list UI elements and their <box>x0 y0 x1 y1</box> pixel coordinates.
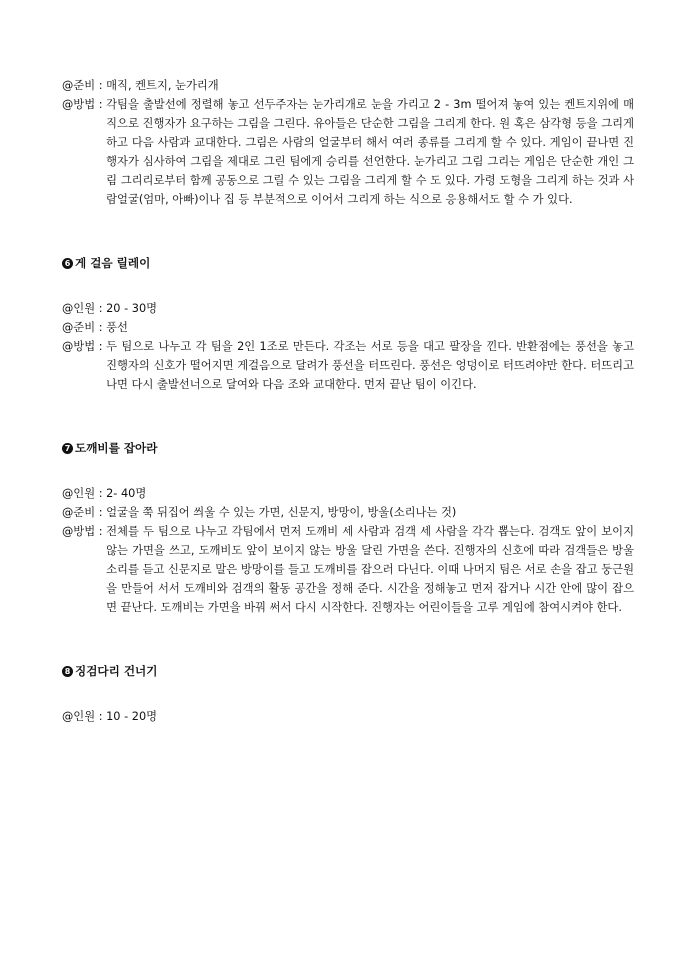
people-text: 20 - 30명 <box>106 302 158 315</box>
section-heading-catch-goblin <box>62 439 634 458</box>
stones-people-row <box>62 707 634 726</box>
method-text: 두 팀으로 나누고 각 팀을 2인 1조로 만든다. 각조는 서로 등을 대고 팔장을 낀다. 반환점에는 풍선을 놓고 진행자의 신호가 떨어지면 게걸음으로 달려가 풍선을 터뜨린다. 풍선은 엉덩이로 터뜨려야만 한다. 터뜨리고 나면 다시 출발선너으로 달여와 다음 조와 교대한다. 먼저 끝난 팀이 이긴다. <box>106 340 634 391</box>
people-label: @인원 : <box>62 710 107 723</box>
prep-text: 얼굴을 쭉 뒤집어 씌울 수 있는 가면, 신문지, 방망이, 방울(소리나는 것) <box>106 506 457 519</box>
section-number-badge: 8 <box>62 666 73 677</box>
method-text: 각팀을 출발선에 정렬해 놓고 선두주자는 눈가리개로 눈을 가리고 2 - 3m 떨어져 놓여 있는 켄트지위에 매직으로 진행자가 요구하는 그림을 그린다. 유아들은 단순한 그림을 그리게 한다. 원 혹은 삼각형 등을 그리게 하고 다음 사람과 교대한다. 그림은 사람의 얼굴부터 해서 여러 종류를 그리게 할 수 있다. 게임이 끝나면 진행자가 심사하여 그림을 제대로 그린 팀에게 승리를 선언한다. 눈가리고 그림 그리는 게임은 단순한 개인 그림 그리리로부터 함께 공동으로 그릴 수 있는 그림을 그리게 할 수 도 있다. 가령 도형을 그리게 하는 것과 사람얼굴(엄마, 아빠)이나 집 등 부분적으로 이어서 그리게 하는 식으로 응용해서도 할 수 가 있다. <box>106 98 634 206</box>
section-number-badge: 7 <box>62 443 73 454</box>
method-label: @방법 : <box>62 525 107 538</box>
crab-method-row <box>62 337 634 394</box>
prep-text: 풍선 <box>106 321 128 334</box>
goblin-prep-row <box>62 503 634 522</box>
section-title: 게 걸음 릴레이 <box>75 256 151 270</box>
people-label: @인원 : <box>62 487 107 500</box>
prep-text: 매직, 켄트지, 눈가리개 <box>106 79 219 92</box>
method-label: @방법 : <box>62 340 107 353</box>
section-title: 징검다리 건너기 <box>75 664 158 678</box>
people-text: 10 - 20명 <box>106 710 158 723</box>
goblin-method-row <box>62 522 634 617</box>
intro-method-row <box>62 95 634 209</box>
goblin-people-row <box>62 484 634 503</box>
method-label: @방법 : <box>62 98 107 111</box>
section-title: 도깨비를 잡아라 <box>75 441 158 455</box>
people-text: 2- 40명 <box>106 487 147 500</box>
prep-label: @준비 : <box>62 321 107 334</box>
crab-people-row <box>62 299 634 318</box>
section-number-badge: 6 <box>62 258 73 269</box>
prep-label: @준비 : <box>62 506 107 519</box>
prep-label: @준비 : <box>62 79 107 92</box>
method-text: 전체를 두 팀으로 나누고 각팀에서 먼저 도깨비 세 사람과 검객 세 사람을 각각 뽑는다. 검객도 앞이 보이지 않는 가면을 쓰고, 도깨비도 앞이 보이지 않는 방울 달린 가면을 쓴다. 진행자의 신호에 따라 검객들은 방울소리를 듣고 신문지로 말은 방망이를 들고 도깨비를 잡으러 다닌다. 이때 나머지 팀은 서로 손을 잡고 둥근원을 만들어 서서 도깨비와 검객의 활동 공간을 정해 준다. 시간을 정해놓고 먼저 잡거나 시간 안에 많이 잡으면 끝난다. 도깨비는 가면을 바꿔 써서 다시 시작한다. 진행자는 어린이들을 고루 게임에 참여시켜야 한다. <box>106 525 634 614</box>
section-heading-stepping-stones <box>62 662 634 681</box>
crab-prep-row <box>62 318 634 337</box>
section-heading-crab-relay <box>62 254 634 273</box>
document-page <box>62 76 634 726</box>
people-label: @인원 : <box>62 302 107 315</box>
intro-prep-row <box>62 76 634 95</box>
